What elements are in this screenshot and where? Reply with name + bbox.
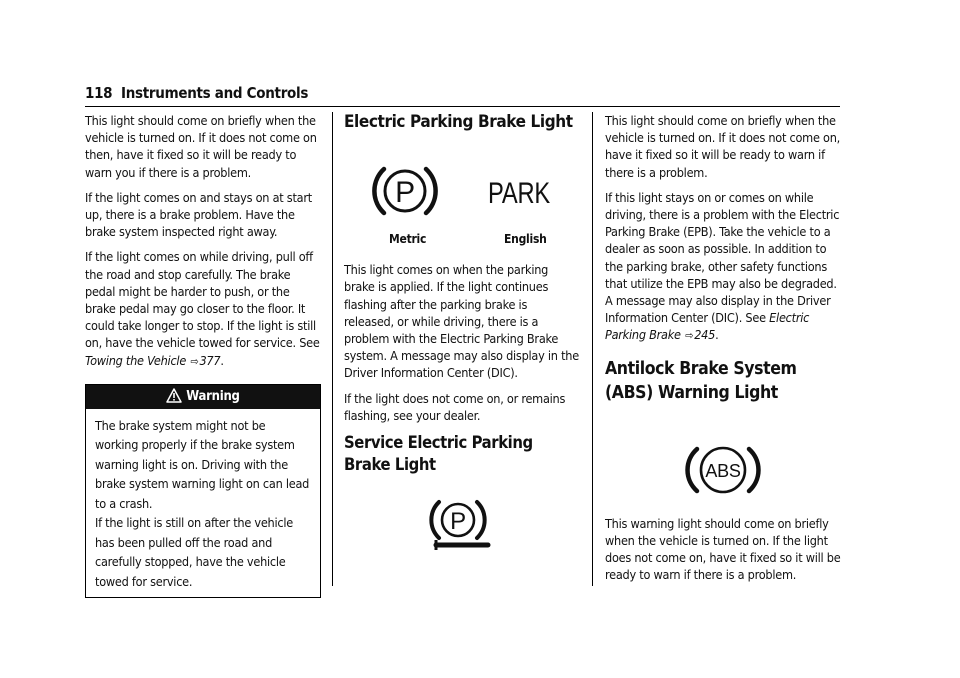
paragraph: This warning light should come on briefly when the vehicle is turned on. If the light does not come on, have it fixed so it will be ready to warn if there is a problem. xyxy=(605,515,841,583)
icon-captions xyxy=(344,231,580,261)
warning-title: Warning xyxy=(186,388,240,404)
section-title: Instruments and Controls xyxy=(121,84,309,102)
warning-triangle-icon xyxy=(166,388,182,412)
heading-abs-light: Antilock Brake System (ABS) Warning Light xyxy=(605,358,797,403)
service-icon-letter: P xyxy=(450,508,466,536)
paragraph: If this light stays on or comes on while driving, there is a problem with the Electric Parking Brake (EPB). Take the vehicle to a dealer as soon as possible. In addition to the parking brake, other safety functions that utilize the EPB may also be degraded. xyxy=(605,189,840,291)
column-1 xyxy=(85,112,321,598)
abs-icon-text: ABS xyxy=(705,460,741,481)
warning-box xyxy=(85,384,321,599)
xref-link[interactable]: Towing the Vehicle xyxy=(85,352,187,368)
caption-metric: Metric xyxy=(389,232,427,247)
warning-text: The brake system might not be working properly if the brake system warning light is on. Driving with the brake system warning light on can lead to a crash. xyxy=(95,417,310,511)
abs-icon-area xyxy=(605,405,843,515)
xref-page[interactable]: 377 xyxy=(199,352,221,368)
english-icon-text: PARK xyxy=(488,177,551,211)
epb-icons xyxy=(344,143,580,231)
column-divider-1 xyxy=(332,112,333,586)
heading-epb-light: Electric Parking Brake Light xyxy=(344,112,573,132)
parking-brake-metric-icon xyxy=(372,161,438,221)
column-2 xyxy=(344,112,580,556)
abs-warning-icon xyxy=(687,443,759,497)
paragraph: A message may also display in the Driver Information Center (DIC). See Electric Parking Brake ⇨245. xyxy=(605,293,831,343)
page-ref-arrow-icon: ⇨ xyxy=(685,329,694,343)
paragraph: This light comes on when the parking brake is applied. If the light continues flashing after the parking brake is released, or while driving, there is a problem with the Electric Parking Brake system. A message may also display in the Driver Information Center (DIC). xyxy=(344,262,579,381)
paragraph: This light should come on briefly when the vehicle is turned on. If it does not come on then, have it fixed so it will be ready to warn you if there is a problem. xyxy=(85,113,317,180)
page-number: 118 xyxy=(85,84,113,102)
page-ref-arrow-icon: ⇨ xyxy=(190,354,199,368)
warning-text: If the light is still on after the vehicle has been pulled off the road and carefully stopped, have the vehicle towed for service. xyxy=(95,515,293,589)
column-3 xyxy=(605,112,843,591)
paragraph: This light should come on briefly when the vehicle is turned on. If it does not come on, have it fixed so it will be ready to warn if there is a problem. xyxy=(605,113,840,180)
xref-page[interactable]: 245 xyxy=(694,327,716,343)
paragraph: If the light comes on while driving, pull off the road and stop carefully. The brake pedal might be harder to push, or the brake pedal may go closer to the floor. It could take longer to stop. If the light is still on, have the vehicle towed for service. See Towing the Vehicle ⇨377. xyxy=(85,249,320,368)
caption-english: English xyxy=(504,232,547,247)
page-header xyxy=(85,84,840,107)
paragraph: If the light comes on and stays on at start up, there is a brake problem. Have the brake system inspected right away. xyxy=(85,189,312,240)
service-parking-brake-icon xyxy=(430,496,492,552)
paragraph: If the light does not come on, or remains flashing, see your dealer. xyxy=(344,390,566,423)
column-divider-2 xyxy=(592,112,593,586)
heading-service-epb-light: Service Electric Parking Brake Light xyxy=(344,433,533,475)
warning-body xyxy=(86,409,320,592)
xref-link[interactable]: Electric Parking Brake xyxy=(605,310,810,343)
warning-header xyxy=(86,385,320,409)
service-epb-icon-area xyxy=(344,476,580,556)
metric-icon-letter: P xyxy=(395,176,415,210)
parking-brake-english-icon xyxy=(484,171,554,211)
